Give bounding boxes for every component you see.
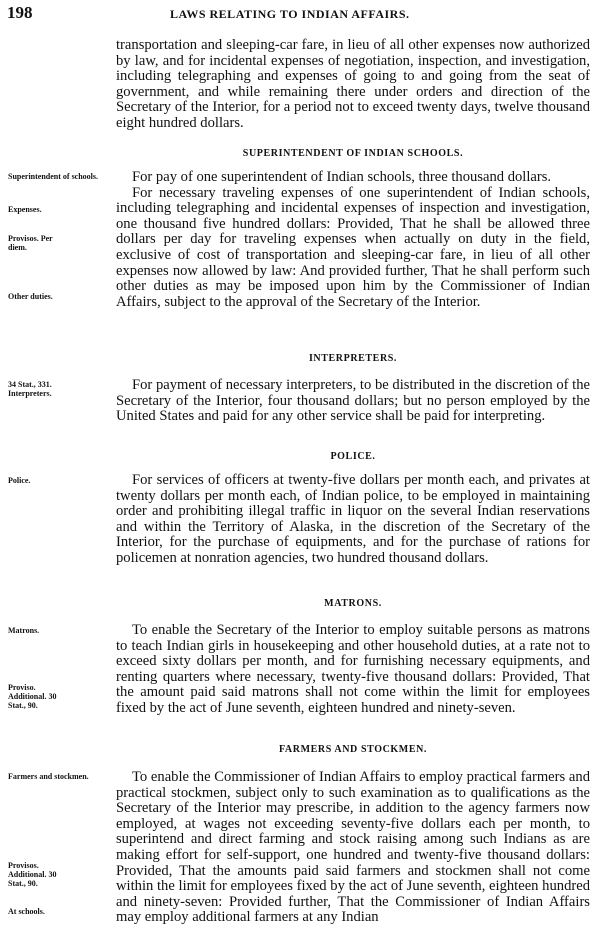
section-heading-superintendent: SUPERINTENDENT OF INDIAN SCHOOLS. (242, 148, 464, 159)
margin-note-provisos-per-diem: Provisos. Per diem. (8, 234, 53, 252)
section-body-interpreters (116, 378, 590, 425)
margin-note-expenses: Expenses. (8, 205, 42, 214)
margin-note-superintendent: Superintendent of schools. (8, 172, 99, 181)
section-body-farmers (116, 770, 590, 926)
margin-note-other-duties: Other duties. (8, 292, 53, 301)
margin-note-police: Police. (8, 476, 31, 485)
section-heading-farmers: FARMERS AND STOCKMEN. (278, 744, 428, 755)
intro-paragraph: transportation and sleeping-car fare, in lieu of all other expenses now authorized by law, and for incidental expenses of negotiation, inspection, and investigation, including telegraphing and expenses of going to and going from the seat of government, and while remaining there under orders and direction of the Secretary of the Interior, for a period not to exceed twenty days, twelve thousand eight hundred dollars. (116, 37, 590, 131)
section-body-matrons (116, 623, 590, 717)
margin-note-matrons: Matrons. (8, 626, 40, 635)
section-heading-interpreters: INTERPRETERS. (308, 353, 398, 364)
section-body-police (116, 473, 590, 567)
intro-paragraph-block (116, 38, 590, 132)
section-heading-police: POLICE. (330, 451, 376, 462)
paragraph: For payment of necessary interpreters, to be distributed in the discretion of the Secretary of the Interior, four thousand dollars; but no person employed by the United States and paid for any other service shall be paid for interpreting. (116, 377, 590, 425)
paragraph: For services of officers at twenty-five dollars per month each, and privates at twenty dollars per month each, of Indian police, to be employed in maintaining order and prohibiting illegal traffic in liquor on the several Indian reservations and within the Territory of Alaska, in the discretion of the Secretary of the Interior, for the purchase of equipments, and for the purchase of rations for policemen at nonration agencies, two hundred thousand dollars. (116, 472, 590, 566)
paragraph: To enable the Commissioner of Indian Affairs to employ practical farmers and practical stockmen, subject only to such examination as to qualifications as the Secretary of the Interior may prescribe, in addition to the agency farmers now employed, at wages not exceeding seventy-five dollars each per month, to superintend and direct farming and stock raising among such Indians as are making effort for self-support, one hundred and twenty-five thousand dollars: Provided, That the amounts paid said farmers and stockmen shall not come within the limit for employees fixed by the act of June seventh, eighteen hundred and ninety-seven: Provided further, That the Commissioner of Indian Affairs may employ additional farmers at any Indian (116, 769, 590, 926)
paragraph: To enable the Secretary of the Interior to employ suitable persons as matrons to teach Indian girls in housekeeping and other household duties, at a rate not to exceed sixty dollars per month, and for furnishing necessary equipments, and renting quarters where necessary, twenty-five thousand dollars: Provided, That the amount paid said matrons shall not come within the limit for employees fixed by the act of June seventh, eighteen hundred and ninety-seven. (116, 622, 590, 716)
section-body-superintendent (116, 170, 590, 310)
margin-note-at-schools: At schools. (8, 907, 45, 916)
section-heading-matrons: MATRONS. (324, 598, 382, 609)
margin-note-proviso-additional: Proviso. Additional. 30 Stat., 90. (8, 683, 57, 710)
paragraph: For pay of one superintendent of Indian schools, three thousand dollars. (132, 169, 552, 185)
margin-note-provisos-additional: Provisos. Additional. 30 Stat., 90. (8, 861, 57, 888)
running-title: LAWS RELATING TO INDIAN AFFAIRS. (170, 7, 410, 21)
margin-note-farmers: Farmers and stockmen. (8, 772, 89, 781)
margin-note-interpreters: 34 Stat., 331. Interpreters. (8, 380, 52, 398)
paragraph: For necessary traveling expenses of one superintendent of Indian schools, including telegraphing and incidental expenses of inspection and investigation, one thousand five hundred dollars: Provided, That he shall be allowed three dollars per day for traveling expenses when actually on duty in the field, exclusive of cost of transportation and sleeping-car fare, in lieu of all other expenses now allowed by law: And provided further, That he shall perform such other duties as may be imposed upon him by the Commissioner of Indian Affairs, subject to the approval of the Secretary of the Interior. (116, 184, 590, 310)
page-number: 198 (7, 3, 33, 22)
